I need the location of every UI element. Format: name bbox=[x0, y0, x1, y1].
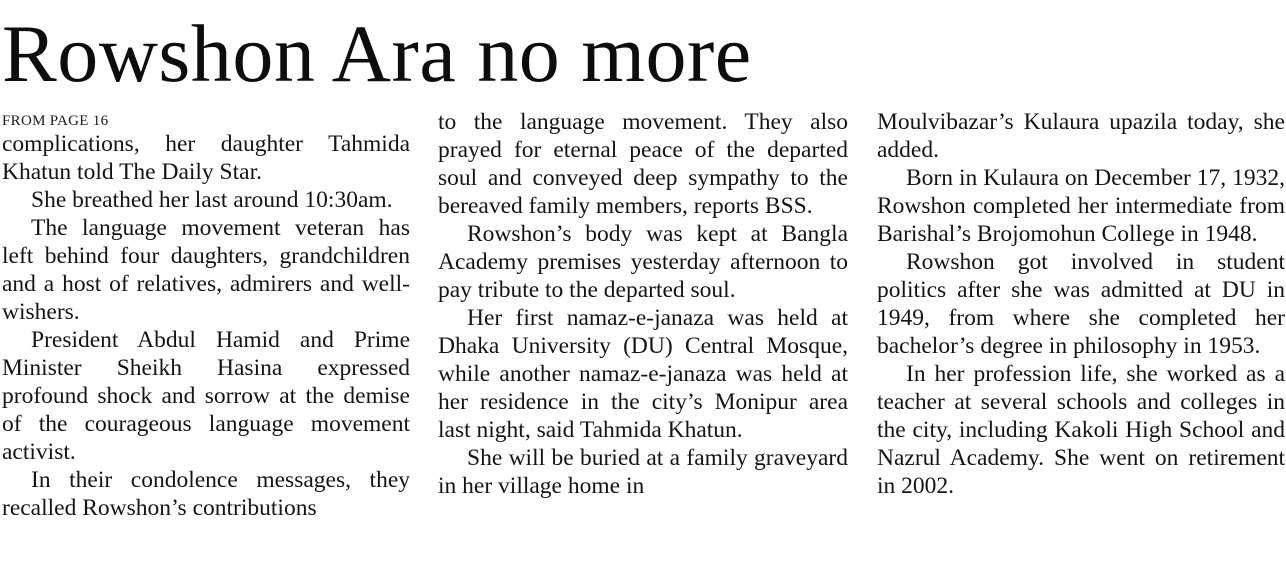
paragraph: The language movement veteran has left behind four daughters, grandchildren and a host of relatives, admirers and well-wishers. bbox=[2, 215, 410, 325]
paragraph: In her profession life, she worked as a teacher at several schools and colleges in the city, including Kakoli High School and Nazrul Academy. She went on retirement in 2002. bbox=[877, 361, 1285, 499]
paragraph: to the language movement. They also prayed for eternal peace of the departed soul and conveyed deep sympathy to the bereaved family members, reports BSS. bbox=[438, 109, 848, 219]
paragraph: In their condolence messages, they recalled Rowshon’s contributions bbox=[2, 467, 410, 521]
article-column-3 bbox=[877, 108, 1285, 560]
paragraph: Moulvibazar’s Kulaura upazila today, she added. bbox=[877, 109, 1285, 163]
paragraph: She will be buried at a family graveyard in her village home in bbox=[438, 445, 848, 499]
headline: Rowshon Ara no more bbox=[2, 8, 752, 99]
jump-line: FROM PAGE 16 bbox=[2, 113, 109, 129]
paragraph: President Abdul Hamid and Prime Minister Sheikh Hasina expressed profound shock and sorrow at the demise of the courageous language movement activist. bbox=[2, 327, 410, 465]
article-column-1 bbox=[2, 112, 410, 564]
paragraph: Born in Kulaura on December 17, 1932, Rowshon completed her intermediate from Barishal’s Brojomohun College in 1948. bbox=[877, 165, 1285, 247]
paragraph: Her first namaz-e-janaza was held at Dhaka University (DU) Central Mosque, while another namaz-e-janaza was held at her residence in the city’s Monipur area last night, said Tahmida Khatun. bbox=[438, 305, 848, 443]
paragraph: complications, her daughter Tahmida Khatun told The Daily Star. bbox=[2, 131, 410, 185]
paragraph: She breathed her last around 10:30am. bbox=[31, 187, 393, 213]
paragraph: Rowshon’s body was kept at Bangla Academy premises yesterday afternoon to pay tribute to the departed soul. bbox=[438, 221, 848, 303]
article-column-2 bbox=[438, 108, 848, 560]
paragraph: Rowshon got involved in student politics after she was admitted at DU in 1949, from where she completed her bachelor’s degree in philosophy in 1953. bbox=[877, 249, 1285, 359]
